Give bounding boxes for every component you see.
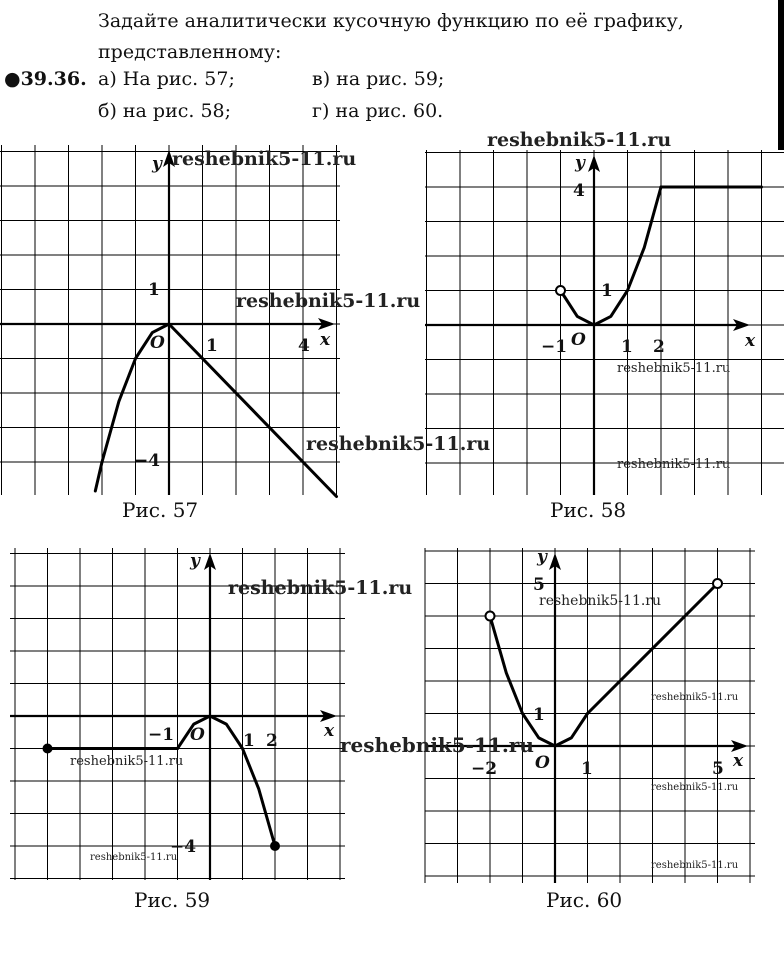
task-item-g: г) на рис. 60.	[312, 100, 444, 122]
tick-y-4: 4	[573, 181, 585, 201]
task-item-a: а) На рис. 57;	[98, 68, 235, 90]
tick-x-neg1: −1	[541, 337, 568, 357]
task-text	[98, 6, 684, 68]
watermark: reshebnik5-11.ru	[228, 577, 413, 599]
task-number: ●39.36.	[4, 68, 87, 90]
tick-y-1: 1	[533, 705, 545, 725]
watermark: reshebnik5-11.ru	[617, 457, 731, 472]
watermark: reshebnik5-11.ru	[70, 754, 184, 769]
x-axis-label: x	[324, 721, 335, 741]
y-axis-label: y	[190, 551, 200, 571]
figure-58	[425, 129, 784, 495]
watermark: reshebnik5-11.ru	[90, 852, 178, 863]
origin-label: O	[190, 725, 205, 745]
watermark: reshebnik5-11.ru	[651, 860, 739, 871]
y-axis-label: y	[575, 153, 585, 173]
grid	[425, 150, 784, 495]
caption-fig-59: Рис. 59	[134, 888, 211, 912]
watermark: reshebnik5-11.ru	[539, 593, 662, 609]
tick-x-4: 4	[298, 336, 310, 356]
origin-label: O	[150, 333, 165, 353]
watermark: reshebnik5-11.ru	[617, 361, 731, 376]
task-item-b: б) на рис. 58;	[98, 100, 232, 122]
x-axis-label: x	[745, 331, 756, 351]
caption-fig-58: Рис. 58	[550, 498, 627, 522]
caption-fig-60: Рис. 60	[546, 888, 623, 912]
filled-point	[43, 744, 53, 754]
watermark: reshebnik5-11.ru	[340, 733, 534, 757]
graph-segment	[169, 324, 337, 497]
open-point	[556, 286, 565, 295]
y-axis-label: y	[537, 547, 547, 567]
tick-x-1: 1	[243, 731, 255, 751]
filled-point	[270, 841, 280, 851]
page-edge-bar	[778, 0, 784, 150]
y-axis-label: y	[152, 154, 162, 174]
tick-x-5: 5	[712, 759, 724, 779]
caption-fig-57: Рис. 57	[122, 498, 199, 522]
origin-label: O	[571, 330, 586, 350]
figure-59	[10, 548, 413, 880]
tick-x-1: 1	[206, 336, 218, 356]
tick-y-neg4: −4	[170, 837, 197, 857]
figure-57	[0, 145, 491, 495]
watermark: reshebnik5-11.ru	[306, 433, 491, 455]
x-axis-label: x	[733, 751, 744, 771]
tick-y-1: 1	[148, 280, 160, 300]
watermark: reshebnik5-11.ru	[172, 148, 357, 170]
open-point	[713, 579, 722, 588]
watermark: reshebnik5-11.ru	[651, 692, 739, 703]
tick-x-2: 2	[266, 731, 278, 751]
tick-x-neg2: −2	[471, 759, 498, 779]
tick-x-1: 1	[621, 337, 633, 357]
x-axis-label: x	[320, 330, 331, 350]
axes	[10, 553, 337, 880]
task-line-1: Задайте аналитически кусочную функцию по её графику,	[98, 10, 684, 32]
origin-label: O	[535, 753, 550, 773]
figure-60	[425, 548, 755, 883]
tick-y-1: 1	[601, 281, 613, 301]
watermark: reshebnik5-11.ru	[651, 782, 739, 793]
tick-y-neg4: −4	[134, 451, 161, 471]
axes	[425, 155, 750, 495]
tick-x-1: 1	[581, 759, 593, 779]
watermark: reshebnik5-11.ru	[487, 129, 672, 151]
task-item-v: в) на рис. 59;	[312, 68, 445, 90]
task-line-2: представленному:	[98, 41, 282, 63]
open-point	[486, 612, 495, 621]
watermark-banner	[340, 730, 534, 760]
tick-x-neg1: −1	[148, 725, 175, 745]
watermark: reshebnik5-11.ru	[236, 290, 421, 312]
tick-x-2: 2	[653, 337, 665, 357]
tick-y-5: 5	[533, 575, 545, 595]
